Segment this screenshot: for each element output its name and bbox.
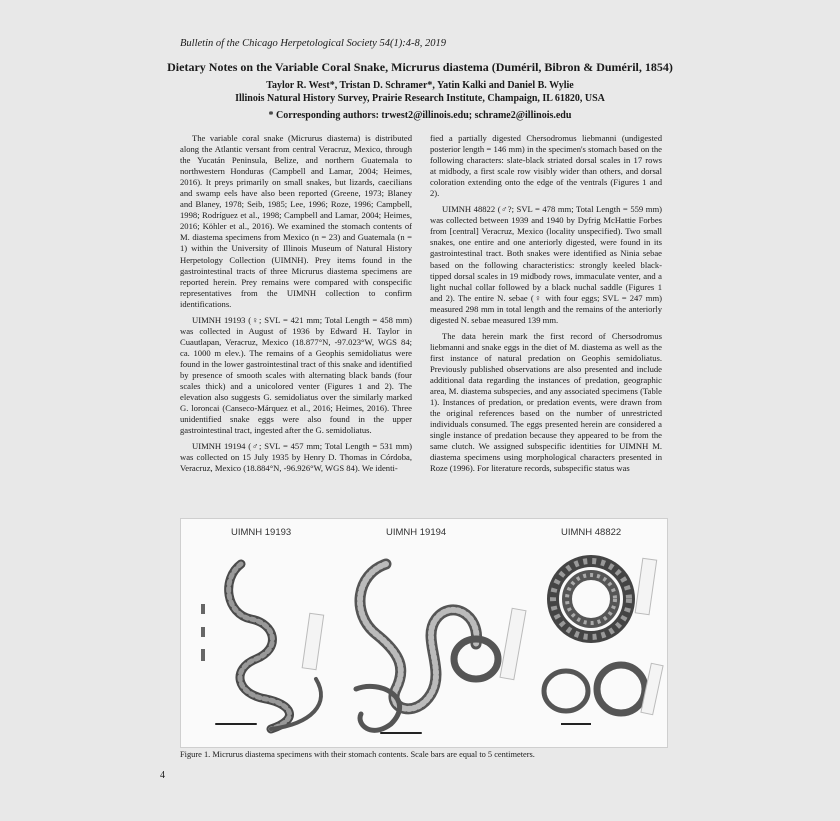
journal-header: Bulletin of the Chicago Herpetological Society 54(1):4-8, 2019 xyxy=(180,38,446,49)
figure-label-19193: UIMNH 19193 xyxy=(231,527,292,538)
figure-1 xyxy=(180,518,668,748)
page-number: 4 xyxy=(160,770,165,781)
corresponding-authors: * Corresponding authors: trwest2@illinois.edu; schrame2@illinois.edu xyxy=(268,110,572,121)
paragraph: UIMNH 48822 (♂?; SVL = 478 mm; Total Length = 559 mm) was collected between 1939 and 1940 by Dyfrig McHattie Forbes from [central] Veracruz, Mexico (locality unspecified). Two small snakes, one entire and one anteriorly digested, were found in its gastrointestinal tract. Both snakes were identified as Ninia sebae based on the following characteristics: strongly keeled black-tipped dorsal scales in 19 midbody rows, immaculate venter, and a light nuchal collar followed by a black nuchal saddle (Figures 1 and 2). The entire N. sebae (♀ with four eggs; SVL = 247 mm) measured 298 mm in total length and the remains of the anteriorly digested N. sebae measured 139 mm. xyxy=(430,204,662,325)
specimen-48822-image xyxy=(544,558,663,724)
paragraph: The data herein mark the first record of Chersodromus liebmanni and snake eggs in the diet of M. diastema as well as the first instance of natural predation on Geophis semidoliatus. Previously published observations are also presented and include additional data regarding the instances of predation, geographic area, M. diastema subspecies, and any associated specimens (Table 1). Instances of predation, or predation events, were drawn from the original references based on the number of unrestricted individuals consumed. The eggs presented herein are considered a single instance of predation because they appeared to be from the same clutch. We assigned subspecific identities for UIMNH M. diastema specimens using morphological characters presented in Roze (1996). For literature records, subspecific status was xyxy=(430,330,662,474)
paper-page xyxy=(160,0,680,821)
figure-label-48822: UIMNH 48822 xyxy=(561,527,622,538)
paragraph: fied a partially digested Chersodromus liebmanni (undigested posterior length = 146 mm) in the specimen's stomach based on the following characters: slate-black striated dorsal scales in 17 rows at midbody, a first scale row visibly wider than others, and dorsal coloration extending onto the edge of the ventrals (Figures 1 and 2). xyxy=(430,133,662,199)
affiliation: Illinois Natural History Survey, Prairie Research Institute, Champaign, IL 61820, USA xyxy=(235,93,605,104)
paragraph: The variable coral snake (Micrurus diastema) is distributed along the Atlantic versant from central Veracruz, Mexico, through the Yucatán Peninsula, Belize, and northern Guatemala to northwestern Honduras (Campbell and Lamar, 2004; Heimes, 2016). It preys primarily on small snakes, but lizards, caecilians and swamp eels have also been reported (Greene, 1973; Blaney and Blaney, 1978; Seib, 1985; Lee, 1996; Roze, 1996; Campbell, 1998; Rodríguez et al., 1998; Campbell and Lamar, 2004; Heimes, 2016; Köhler et al., 2016). We examined the stomach contents of M. diastema specimens from Mexico (n = 23) and Guatemala (n = 1) within the University of Illinois Museum of Natural History Herpetology Collection (UIMNH). Prey items found in the gastrointestinal tracts of three Micrurus diastema specimens are reported herein. Prey remains were compared with conspecific representatives from the UIMNH collection to confirm identifications. xyxy=(180,133,412,309)
article-title: Dietary Notes on the Variable Coral Snake, Micrurus diastema (Duméril, Bibron & Duméril, 1854) xyxy=(167,60,673,74)
paragraph: UIMNH 19193 (♀; SVL = 421 mm; Total Length = 458 mm) was collected in August of 1936 by Edward H. Taylor in Cuautlapan, Veracruz, Mexico (18.877°N, -97.023°W, WGS 84; ca. 1000 m elev.). The remains of a Geophis semidoliatus were found in the lower gastrointestinal tract of this snake and identified by presence of smooth scales with alternating black bands (four scales thick) and a unicolored venter (Figures 1 and 2). The elevation also suggests G. semidoliatus over the similarly marked G. loroncai (Canseco-Márquez et al., 2016; Heimes, 2016). Three unidentified snake eggs were also found in the upper gastrointestinal tract, ingested after the G. semidoliatus. xyxy=(180,314,412,436)
specimen-19193-image xyxy=(201,564,324,729)
author-list: Taylor R. West*, Tristan D. Schramer*, Yatin Kalki and Daniel B. Wylie xyxy=(266,80,574,91)
left-column xyxy=(180,133,412,479)
figure-label-19194: UIMNH 19194 xyxy=(386,527,447,538)
right-column xyxy=(430,133,662,479)
specimen-19194-image xyxy=(356,564,526,733)
snake-specimen-photos xyxy=(181,519,667,747)
paragraph: UIMNH 19194 (♂; SVL = 457 mm; Total Length = 531 mm) was collected on 15 July 1935 by Henry D. Thomas in Córdoba, Veracruz, Mexico (18.884°N, -96.926°W, WGS 84). We identi- xyxy=(180,441,412,474)
figure-caption: Figure 1. Micrurus diastema specimens with their stomach contents. Scale bars are equal to 5 centimeters. xyxy=(180,750,535,759)
